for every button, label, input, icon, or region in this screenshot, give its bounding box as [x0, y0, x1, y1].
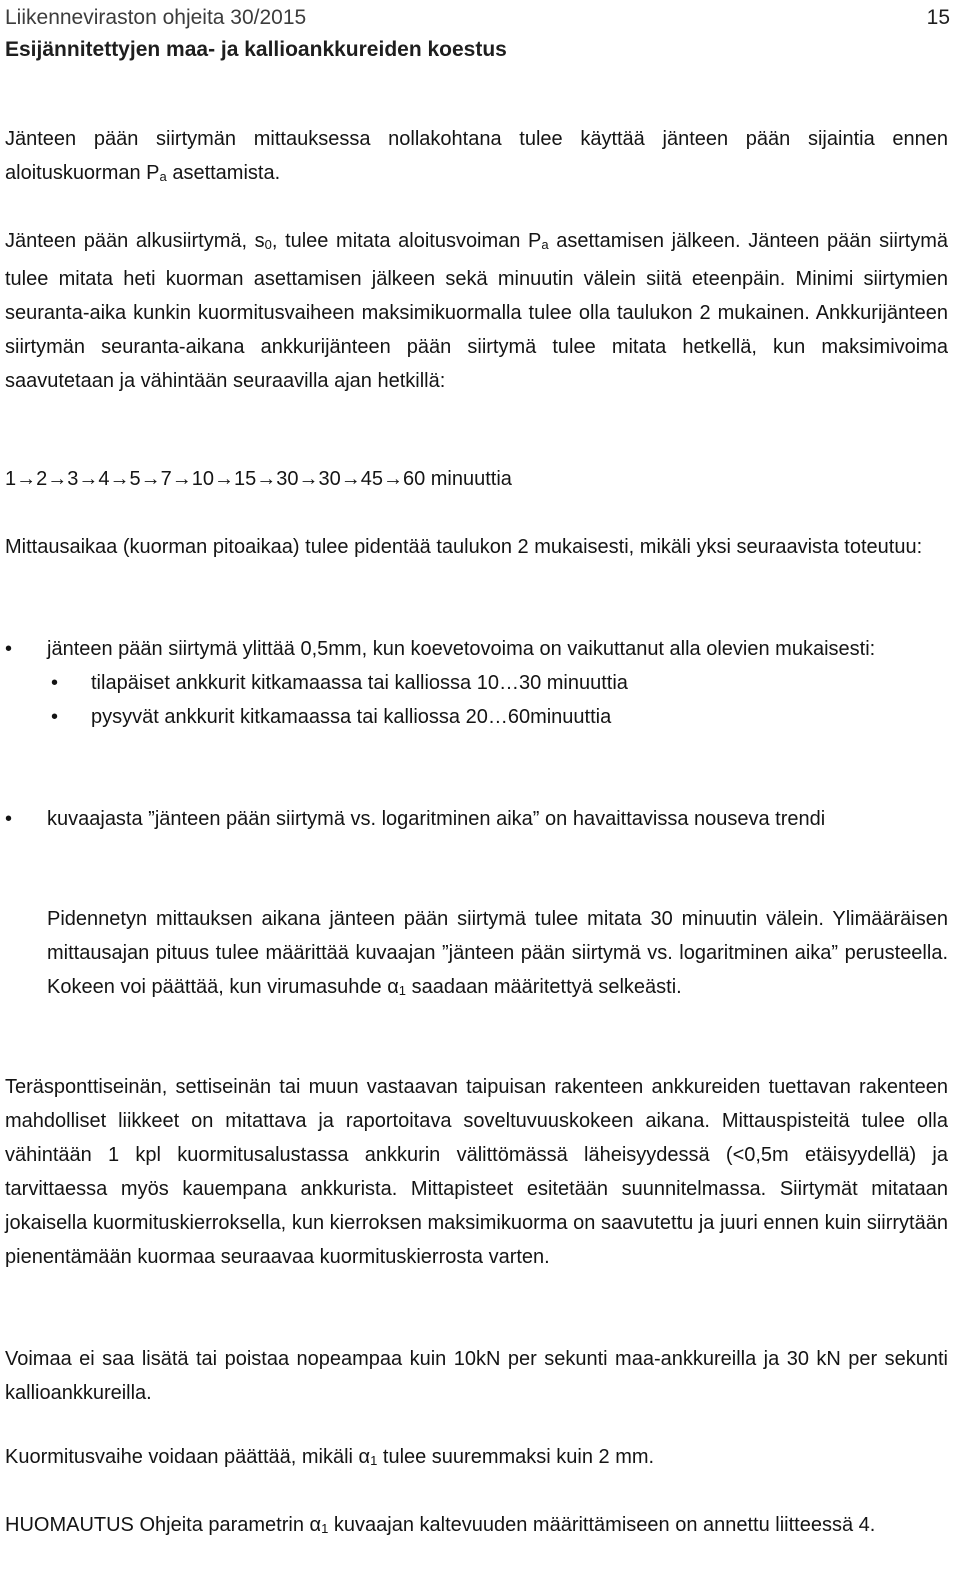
text-run: Jänteen pään alkusiirtymä, s [5, 230, 265, 252]
paragraph-text [47, 902, 948, 1008]
paragraph-load-rate [5, 1342, 948, 1410]
list-item: • kuvaajasta ”jänteen pään siirtymä vs. logaritminen aika” on havaittavissa nouseva trendi [5, 802, 948, 836]
page-header [5, 2, 950, 66]
subscript: 1 [321, 1521, 329, 1536]
measurement-time-sequence [5, 462, 948, 496]
paragraph-text: Teräsponttiseinän, settiseinän tai muun vastaavan taipuisan rakenteen ankkureiden tuettavan rakenteen mahdolliset liikkeet on mitattava ja raportoitava soveltuvuuskokeen aikana. Mittauspisteitä tulee olla vähintään 1 kpl kuormitusalustassa ankkurin välittömässä läheisyydessä (<0,5m etäisyydellä) ja tarvittaessa myös kauempana ankkurista. Mittapisteet esitetään suunnitelmassa. Siirtymät mitataan jokaisella kuormituskierroksella, kun kierroksen maksimikuorma on saavutettu ja juuri ennen kuin siirrytään pienentämään kuormaa seuraavaa kuormituskierrosta varten. [5, 1076, 948, 1268]
text-run: saadaan määritettyä selkeästi. [406, 976, 682, 998]
page-number: 15 [926, 6, 950, 29]
paragraph-displacement-measurement [5, 224, 948, 398]
paragraph-text [5, 1508, 948, 1546]
paragraph-text [5, 1440, 948, 1478]
paragraph-text: Voimaa ei saa lisätä tai poistaa nopeampaa kuin 10kN per sekunti maa-ankkureilla ja 30 kN per sekunti kallioankkureilla. [5, 1348, 948, 1404]
text-run: asettamisen jälkeen. Jänteen pään siirtymä tulee mitata heti kuorman asettamisen jälkeen sekä minuutin välein siitä eteenpäin. Minimi siirtymien seuranta-aika kunkin kuormitusvaiheen maksimikuormalla tulee olla taulukon 2 mukainen. Ankkurijänteen siirtymän seuranta-aikana ankkurijänteen pään siirtymä tulee mitata hetkellä, kun maksimivoima saavutetaan ja vähintään seuraavilla ajan hetkillä: [5, 230, 949, 392]
alpha-symbol: α [309, 1514, 322, 1536]
paragraph-sheet-pile-wall [5, 1070, 948, 1274]
paragraph-text [5, 122, 948, 194]
text-run: , tulee mitata aloitusvoiman P [271, 230, 542, 252]
text-run: asettamista. [166, 162, 281, 184]
list-item [5, 632, 948, 734]
subscript: a [541, 237, 549, 252]
paragraph-extended-interval [47, 902, 948, 1008]
text-run: Kuormitusvaihe voidaan päättää, mikäli [5, 1446, 359, 1468]
document-series-title: Liikenneviraston ohjeita 30/2015 [5, 6, 307, 29]
subscript: 1 [370, 1453, 378, 1468]
text-run: kuvaajan kaltevuuden määrittämiseen on annettu liitteessä 4. [328, 1514, 876, 1536]
paragraph-zero-point [5, 122, 948, 194]
alpha-symbol: α [387, 976, 399, 998]
subscript: 0 [264, 237, 272, 252]
sub-list-item: • tilapäiset ankkurit kitkamaassa tai kalliossa 10…30 minuuttia [47, 666, 948, 700]
document-title: Esijännitettyjen maa- ja kallioankkureiden koestus [5, 38, 507, 61]
paragraph-load-stage-end [5, 1440, 948, 1478]
subscript: a [159, 169, 167, 184]
alpha-symbol: α [358, 1446, 371, 1468]
paragraph-text [5, 224, 948, 398]
sequence-text: 1→2→3→4→5→7→10→15→30→30→45→60 minuuttia [5, 468, 512, 490]
subscript: 1 [398, 983, 407, 998]
paragraph-text: Mittausaikaa (kuorman pitoaikaa) tulee pidentää taulukon 2 mukaisesti, mikäli yksi seuraavista toteutuu: [5, 536, 923, 558]
text-run: HUOMAUTUS Ohjeita parametrin [5, 1514, 310, 1536]
text-run: Jänteen pään siirtymän mittauksessa nollakohtana tulee käyttää jänteen pään sijaintia ennen aloituskuorman P [5, 128, 948, 184]
text-run: Pidennetyn mittauksen aikana jänteen pään siirtymä tulee mitata 30 minuutin välein. Ylimääräisen mittausajan pituus tulee määrittää kuvaajan ”jänteen pään siirtymä vs. logaritminen aika” perusteella. Kokeen voi päättää, kun virumasuhde [47, 908, 948, 998]
paragraph-extended-measurement [5, 530, 948, 564]
sub-list [47, 666, 948, 734]
sub-list-item: • pysyvät ankkurit kitkamaassa tai kalliossa 20…60minuuttia [47, 700, 948, 734]
text-run: tulee suuremmaksi kuin 2 mm. [377, 1446, 655, 1468]
bullet-list-2 [5, 802, 948, 836]
list-item-text: jänteen pään siirtymä ylittää 0,5mm, kun koevetovoima on vaikuttanut alla olevien mukaisesti: [47, 638, 876, 660]
note-paragraph [5, 1508, 948, 1546]
bullet-list-1 [5, 632, 948, 734]
